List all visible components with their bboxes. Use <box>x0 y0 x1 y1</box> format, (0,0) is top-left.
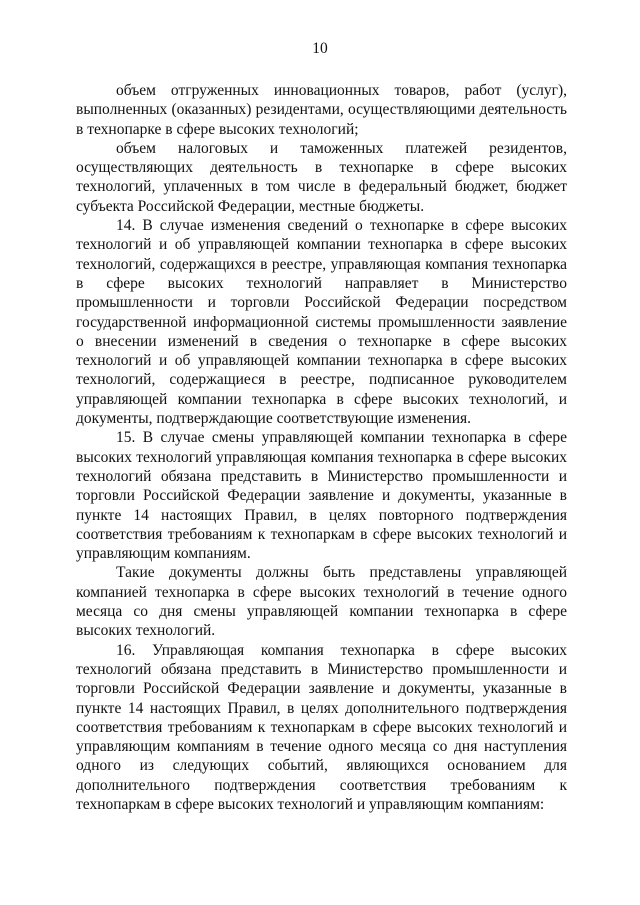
document-body <box>76 81 567 814</box>
page-number: 10 <box>312 40 328 57</box>
paragraph-tax-payments: объем налоговых и таможенных платежей резидентов, осуществляющих деятельность в технопарке в сфере высоких технологий, уплаченных в том числе в федеральный бюджет, бюджет субъекта Российской Федерации, местные бюджеты. <box>76 139 567 215</box>
paragraph-shipped-volume: объем отгруженных инновационных товаров, работ (услуг), выполненных (оказанных) резидентами, осуществляющими деятельность в технопарке в сфере высоких технологий; <box>76 82 567 138</box>
paragraph-item-15: 15. В случае смены управляющей компании технопарка в сфере высоких технологий управляющая компания технопарка в сфере высоких технологий обязана представить в Министерство промышленности и торговли Российской Федерации заявление и документы, указанные в пункте 14 настоящих Правил, в целях повторного подтверждения соответствия требованиям к технопаркам в сфере высоких технологий и управляющим компаниям. <box>76 429 567 563</box>
paragraph-item-15-documents: Такие документы должны быть представлены управляющей компанией технопарка в сфере высоких технологий в течение одного месяца со дня смены управляющей компании технопарка в сфере высоких технологий. <box>76 564 567 640</box>
paragraph-item-16: 16. Управляющая компания технопарка в сфере высоких технологий обязана представить в Министерство промышленности и торговли Российской Федерации заявление и документы, указанные в пункте 14 настоящих Правил, в целях дополнительного подтверждения соответствия требованиям к технопаркам в сфере высоких технологий и управляющим компаниям в течение одного месяца со дня наступления одного из следующих событий, являющихся основанием для дополнительного подтверждения соответствия требованиям к технопаркам в сфере высоких технологий и управляющим компаниям: <box>76 641 567 813</box>
paragraph-item-14: 14. В случае изменения сведений о технопарке в сфере высоких технологий и об управляющей компании технопарка в сфере высоких технологий, содержащихся в реестре, управляющая компания технопарка в сфере высоких технологий направляет в Министерство промышленности и торговли Российской Федерации посредством государственной информационной системы промышленности заявление о внесении изменений в сведения о технопарке в сфере высоких технологий и об управляющей компании технопарка в сфере высоких технологий, содержащиеся в реестре, подписанное руководителем управляющей компании технопарка в сфере высоких технологий, и документы, подтверждающие соответствующие изменения. <box>76 217 567 428</box>
